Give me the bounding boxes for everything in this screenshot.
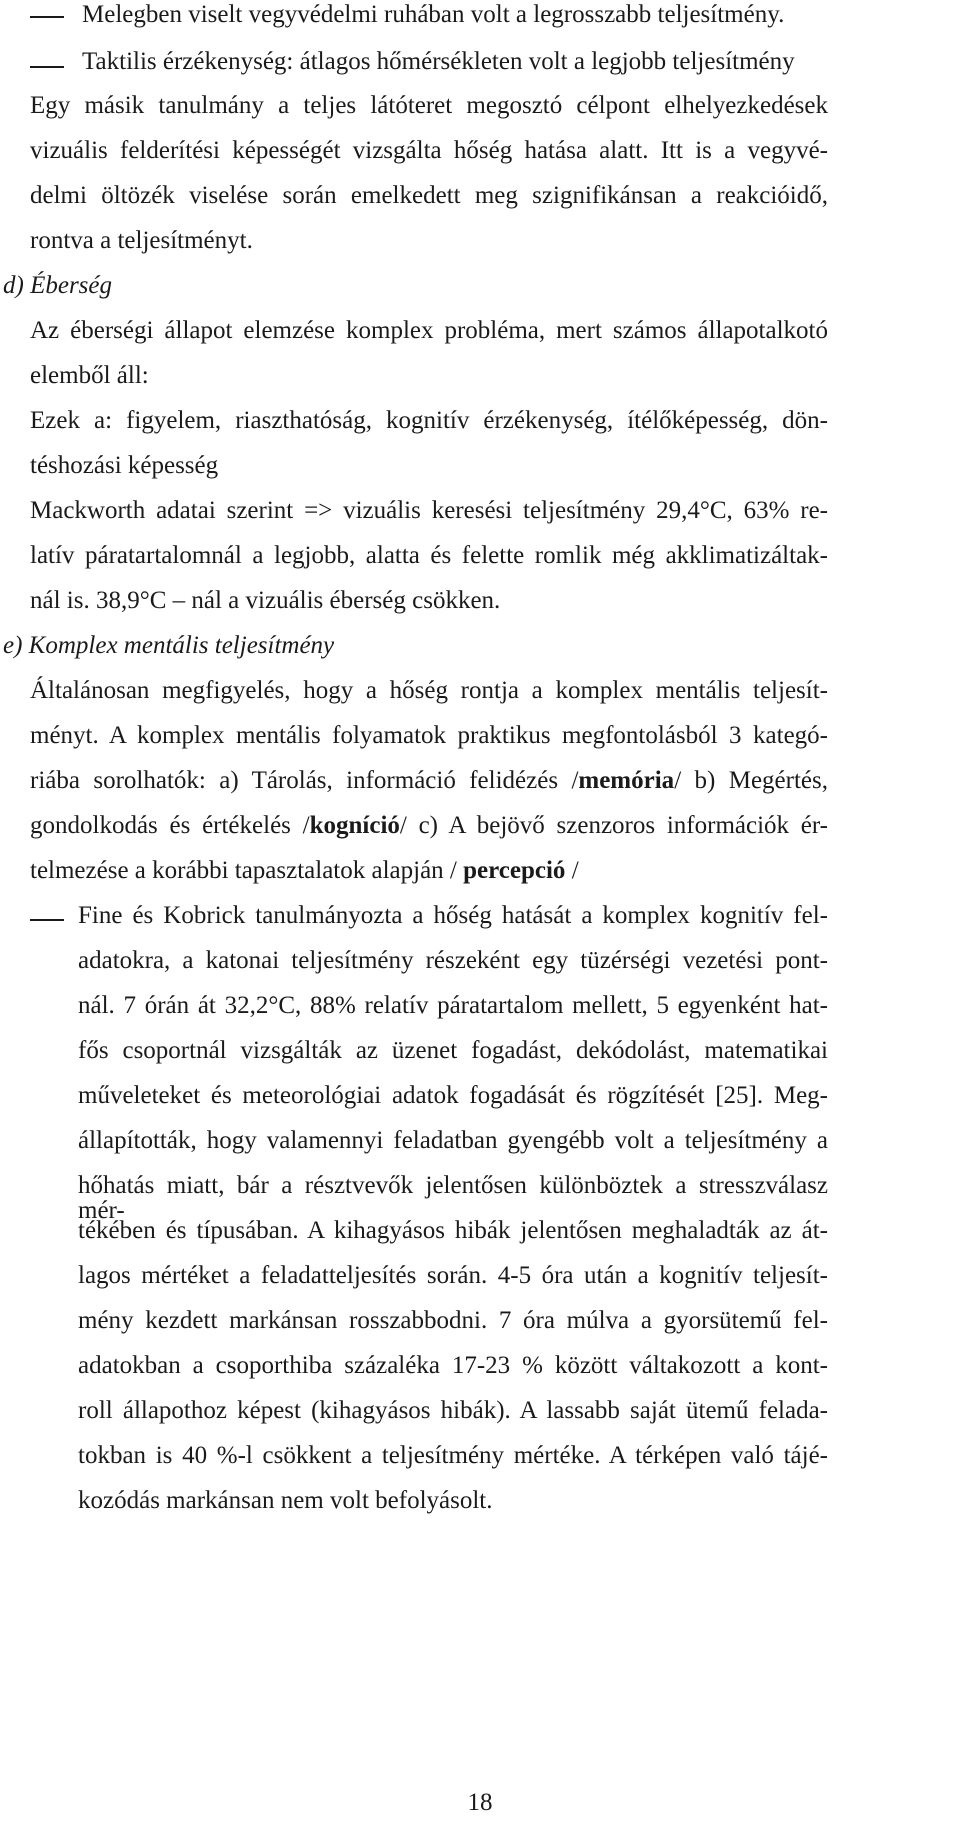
bullet-line: mény kezdett markánsan rosszabbodni. 7 óra múlva a gyorsütemű fel- <box>78 1307 828 1334</box>
paragraph-line: delmi öltözék viselése során emelkedett meg szignifikánsan a reakcióidő, <box>30 182 828 209</box>
bullet-line: kozódás markánsan nem volt befolyásolt. <box>78 1487 493 1514</box>
text-run: / b) Megértés, <box>674 767 828 794</box>
paragraph-line: Egy másik tanulmány a teljes látóteret megosztó célpont elhelyezkedések <box>30 92 828 119</box>
section-heading: e) Komplex mentális teljesítmény <box>3 632 335 659</box>
paragraph-line: Az éberségi állapot elemzése komplex probléma, mert számos állapotalkotó <box>30 317 828 344</box>
text-run: / <box>565 857 579 884</box>
paragraph-line <box>30 858 579 883</box>
text-run: / c) A bejövő szenzoros információk ér- <box>399 812 829 839</box>
bullet-dash <box>30 66 64 68</box>
bullet-line: Fine és Kobrick tanulmányozta a hőség hatását a komplex kognitív fel- <box>78 902 828 929</box>
paragraph-line <box>30 813 828 838</box>
paragraph-line: nál is. 38,9°C – nál a vizuális éberség csökken. <box>30 587 501 614</box>
bullet-text: Taktilis érzékenység: átlagos hőmérsékleten volt a legjobb teljesítmény <box>82 48 795 75</box>
page-number: 18 <box>467 1789 493 1816</box>
paragraph-line <box>30 768 828 793</box>
paragraph-line: Általánosan megfigyelés, hogy a hőség rontja a komplex mentális teljesít- <box>30 677 828 704</box>
paragraph-line: Ezek a: figyelem, riaszthatóság, kognitív érzékenység, ítélőképesség, dön- <box>30 407 828 434</box>
paragraph-line: latív páratartalomnál a legjobb, alatta és felette romlik még akklimatizáltak- <box>30 542 828 569</box>
paragraph-line: Mackworth adatai szerint => vizuális keresési teljesítmény 29,4°C, 63% re- <box>30 497 828 524</box>
text-run: telmezése a korábbi tapasztalatok alapján / <box>30 857 457 884</box>
section-heading: d) Éberség <box>3 272 112 299</box>
bullet-dash <box>30 919 64 921</box>
text-run: riába sorolhatók: a) Tárolás, információ felidézés / <box>30 767 579 794</box>
bullet-line: tokban is 40 %-l csökkent a teljesítmény mértéke. A térképen való tájé- <box>78 1442 828 1469</box>
bullet-line: nál. 7 órán át 32,2°C, 88% relatív páratartalom mellett, 5 egyenként hat- <box>78 992 828 1019</box>
bullet-line: hőhatás miatt, bár a résztvevők jelentősen különböztek a stresszválasz mér- <box>78 1172 828 1224</box>
bold-term-kognicio: kogníció <box>309 812 400 839</box>
bullet-line: műveleteket és meteorológiai adatok fogadását és rögzítését [25]. Meg- <box>78 1082 828 1109</box>
bullet-line: állapították, hogy valamennyi feladatban gyengébb volt a teljesítmény a <box>78 1127 828 1154</box>
paragraph-line: elemből áll: <box>30 362 149 389</box>
bullet-line: lagos mértéket a feladatteljesítés során. 4-5 óra után a kognitív teljesít- <box>78 1262 828 1289</box>
bullet-line: roll állapothoz képest (kihagyásos hibák). A lassabb saját ütemű felada- <box>78 1397 828 1424</box>
bullet-dash <box>30 16 64 18</box>
paragraph-line: rontva a teljesítményt. <box>30 227 253 254</box>
paragraph-line: téshozási képesség <box>30 452 219 479</box>
text-run: gondolkodás és értékelés / <box>30 812 310 839</box>
bullet-line: fős csoportnál vizsgálták az üzenet fogadást, dekódolást, matematikai <box>78 1037 828 1064</box>
paragraph-line: vizuális felderítési képességét vizsgálta hőség hatása alatt. Itt is a vegyvé- <box>30 137 828 164</box>
paragraph-line: ményt. A komplex mentális folyamatok praktikus megfontolásból 3 kategó- <box>30 722 828 749</box>
bullet-text: Melegben viselt vegyvédelmi ruhában volt a legrosszabb teljesítmény. <box>82 1 785 28</box>
bullet-line: adatokban a csoporthiba százaléka 17-23 % között váltakozott a kont- <box>78 1352 828 1379</box>
bold-term-percepcio: percepció <box>463 857 566 884</box>
bold-term-memoria: memória <box>578 767 675 794</box>
bullet-line: tékében és típusában. A kihagyásos hibák jelentősen meghaladták az át- <box>78 1217 828 1244</box>
bullet-line: adatokra, a katonai teljesítmény részeként egy tüzérségi vezetési pont- <box>78 947 828 974</box>
